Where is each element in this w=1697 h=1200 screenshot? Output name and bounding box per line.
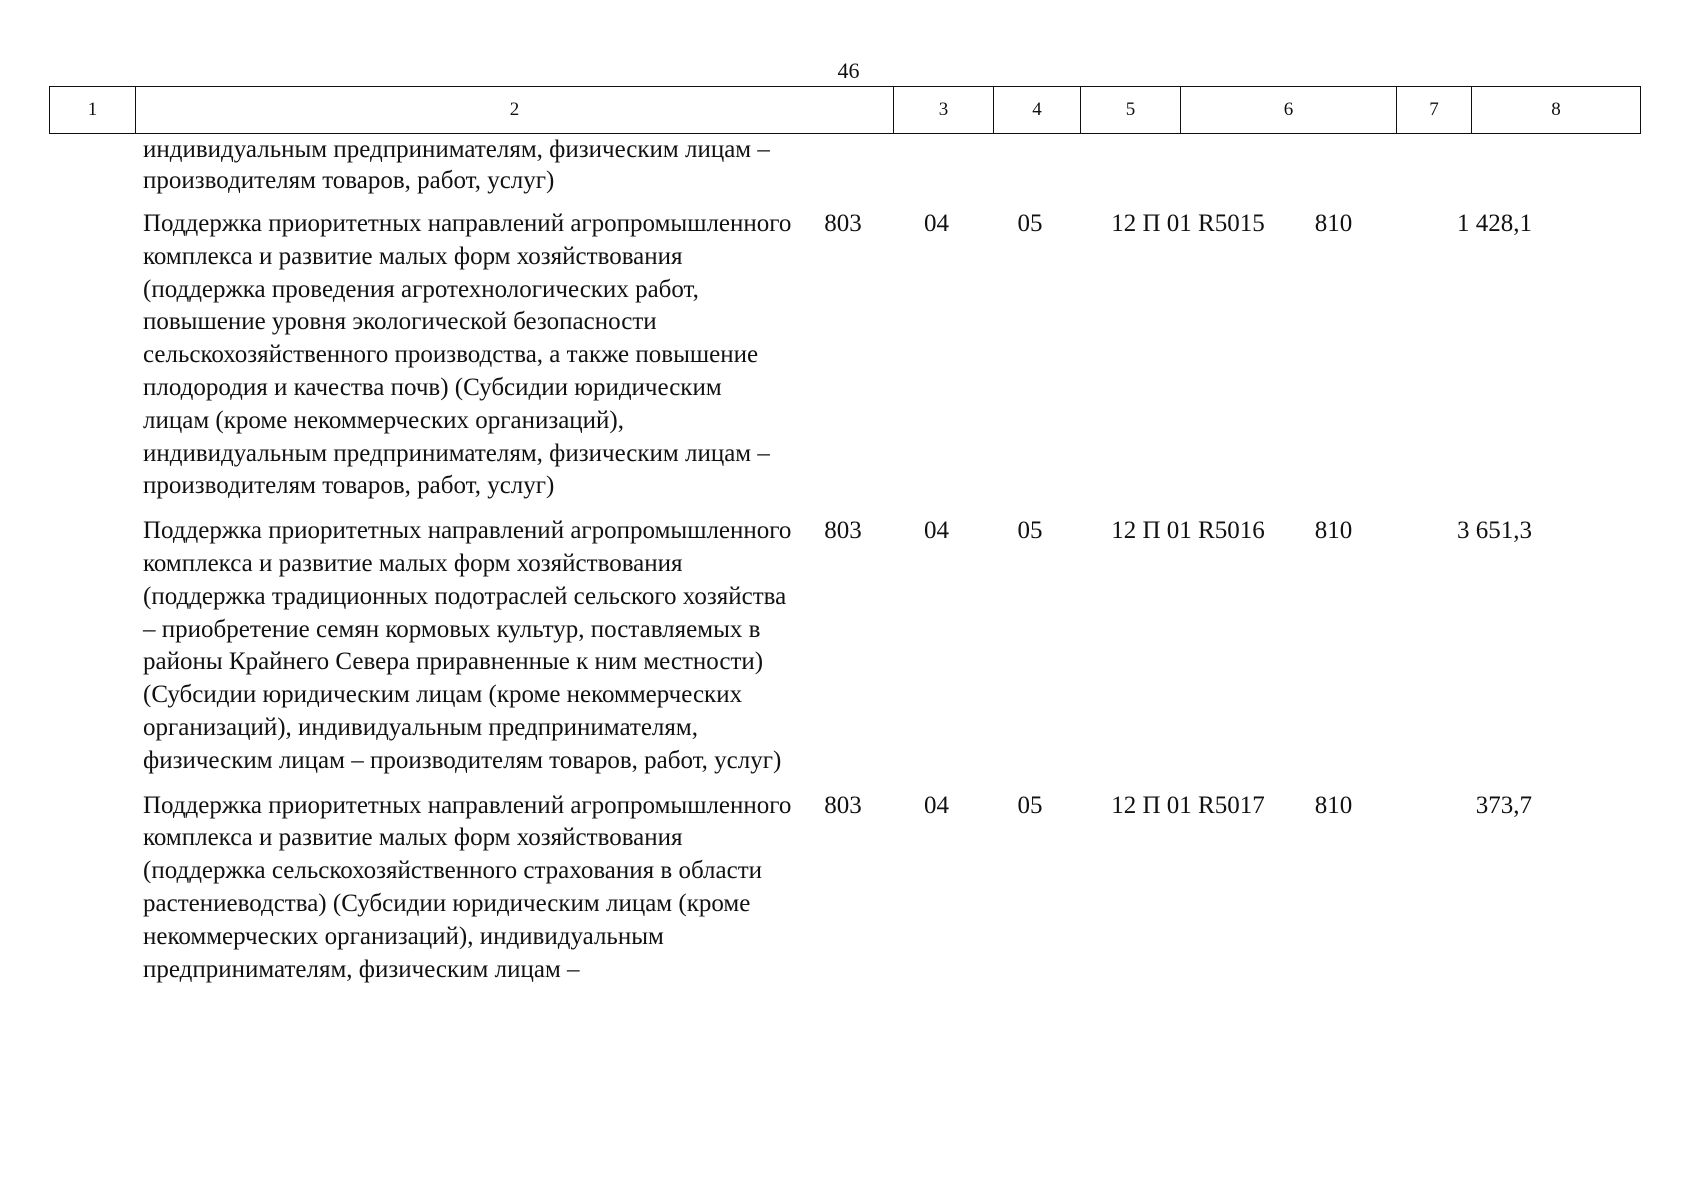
row-col-4: 04	[924, 517, 949, 545]
row-col-6: 12 П 01 R5017	[1111, 791, 1265, 819]
row-col-8	[1371, 134, 1541, 196]
row-col-3	[793, 134, 893, 196]
row-col-7	[1296, 134, 1371, 196]
row-description: индивидуальным предпринимателям, физическим лицам – производителям товаров, работ, услуг)	[143, 136, 770, 194]
row-col-4: 04	[924, 791, 949, 819]
header-col-1: 1	[50, 87, 136, 134]
row-col-7: 810	[1314, 210, 1353, 237]
row-col-6: 12 П 01 R5015	[1111, 210, 1265, 237]
table-row	[49, 134, 1640, 196]
row-col-3: 803	[824, 517, 862, 545]
table-row	[49, 208, 1640, 503]
header-col-2: 2	[136, 87, 894, 134]
table-row	[49, 515, 1640, 777]
header-col-8: 8	[1472, 87, 1641, 134]
row-col-4: 04	[924, 210, 949, 237]
header-col-3: 3	[894, 87, 994, 134]
table-row	[49, 790, 1640, 987]
row-col-7: 810	[1314, 791, 1353, 819]
header-col-4: 4	[994, 87, 1081, 134]
row-col-5: 05	[1017, 517, 1043, 545]
row-col-3: 803	[824, 791, 862, 819]
row-description: Поддержка приоритетных направлений агропромышленного комплекса и развитие малых форм хозяйствования (поддержка традиционных подотраслей сельского хозяйства – приобретение семян кормовых культур, поставляемых в районы Крайнего Севера приравненные к ним местности) (Субсидии юридическим лицам (кроме некоммерческих организаций), индивидуальным предпринимателям, физическим лицам – производителям товаров, работ, услуг)	[143, 517, 792, 774]
row-description: Поддержка приоритетных направлений агропромышленного комплекса и развитие малых форм хозяйствования (поддержка сельскохозяйственного страхования в области растениеводства) (Субсидии юридическим лицам (кроме некоммерческих организаций), индивидуальным предпринимателям, физическим лицам –	[143, 791, 792, 983]
row-col-3: 803	[824, 210, 862, 237]
row-col-7: 810	[1314, 517, 1353, 545]
header-col-6: 6	[1181, 87, 1397, 134]
row-col-4	[893, 134, 980, 196]
row-col-5	[980, 134, 1080, 196]
row-col-6: 12 П 01 R5016	[1111, 517, 1265, 545]
row-col-8: 3 651,3	[1457, 517, 1532, 545]
row-col-5: 05	[1017, 791, 1043, 819]
row-col-6	[1080, 134, 1296, 196]
row-col-8: 1 428,1	[1457, 210, 1532, 237]
page-number: 46	[837, 58, 860, 83]
column-header-row	[49, 86, 1641, 134]
header-col-7: 7	[1397, 87, 1472, 134]
row-col-5: 05	[1017, 210, 1043, 237]
header-col-5: 5	[1081, 87, 1181, 134]
row-description: Поддержка приоритетных направлений агропромышленного комплекса и развитие малых форм хозяйствования (поддержка проведения агротехнологических работ, повышение уровня экологической безопасности сельскохозяйственного производства, а также повышение плодородия и качества почв) (Субсидии юридическим лицам (кроме некоммерческих организаций), индивидуальным предпринимателям, физическим лицам – производителям товаров, работ, услуг)	[143, 210, 792, 500]
table-body	[49, 134, 1640, 986]
row-col-8: 373,7	[1475, 791, 1532, 819]
